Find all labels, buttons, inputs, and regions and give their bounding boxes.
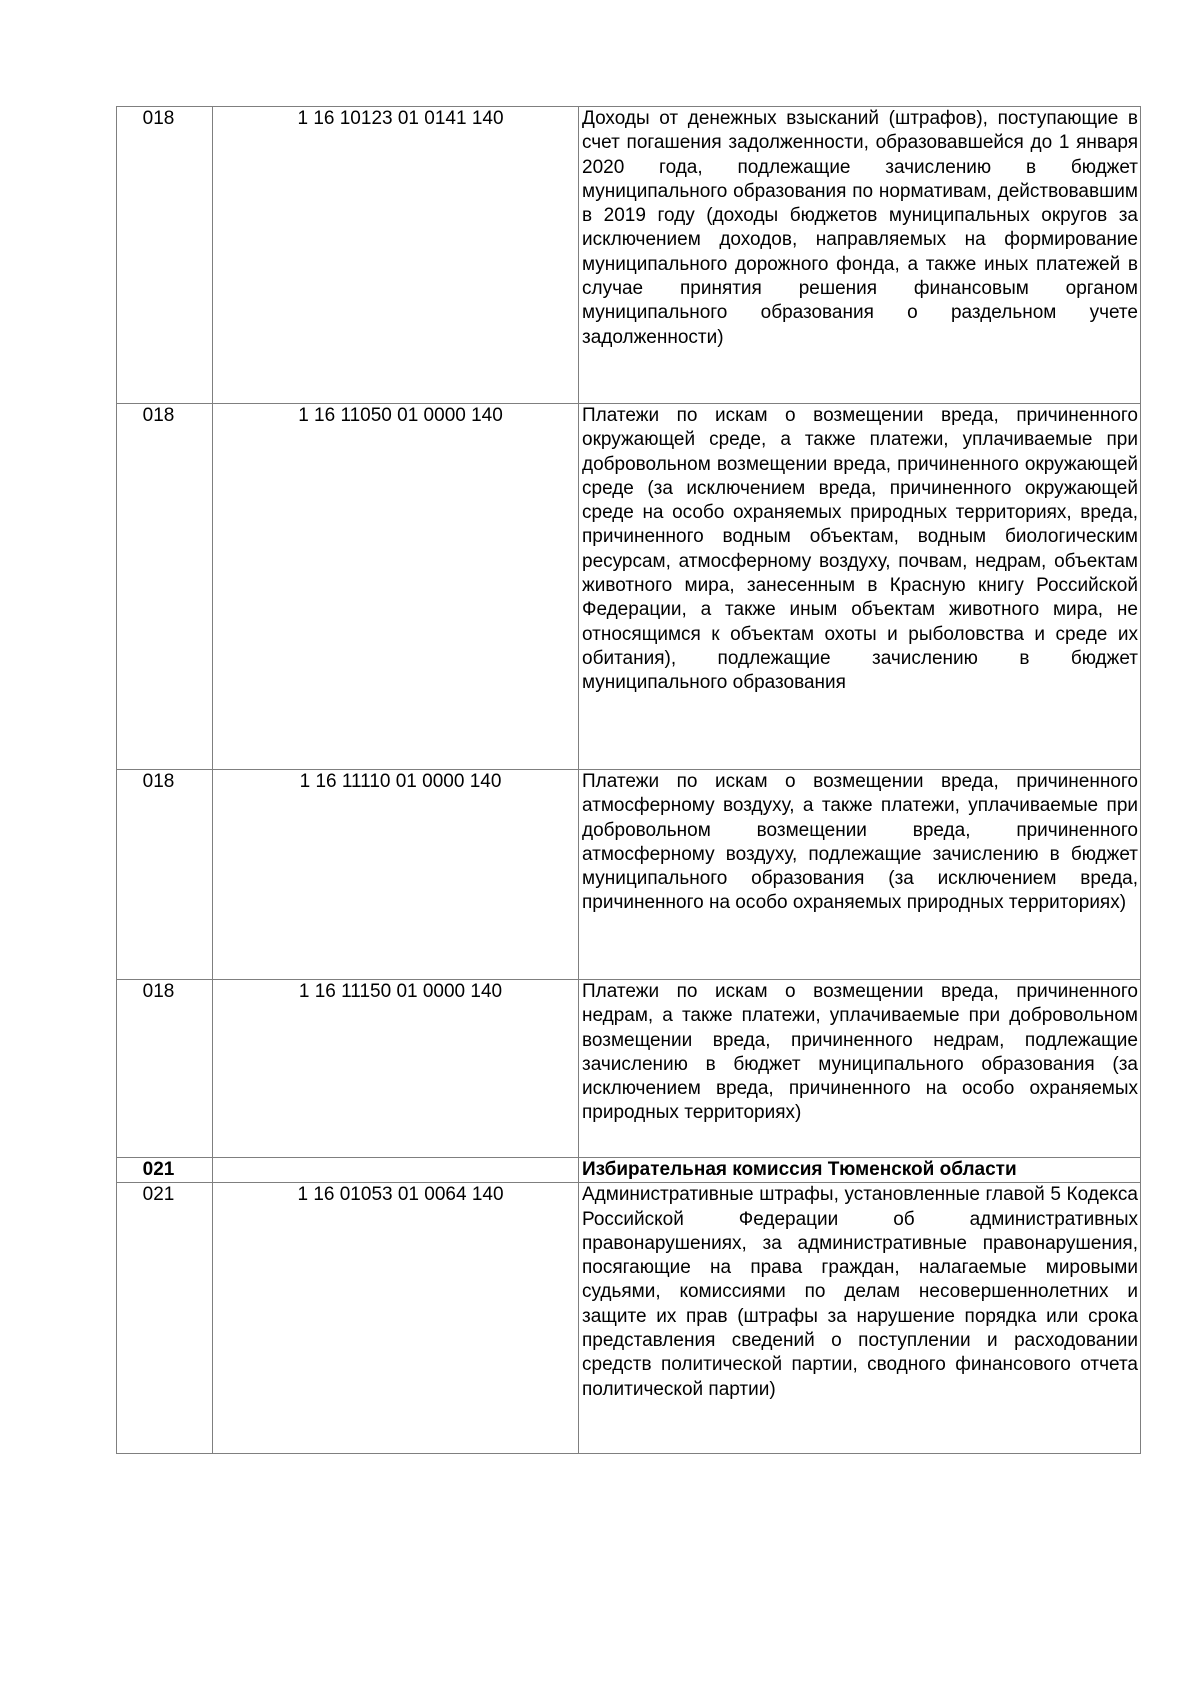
revenue-description-cell: Платежи по искам о возмещении вреда, причиненного окружающей среде, а также платежи, уплачиваемые при добровольном возмещении вреда, причиненного окружающей среде (за исключением вреда, причиненного окружающей среде на особо охраняемых природных территориях, вреда, причиненного водным объектам, водным биологическим ресурсам, атмосферному воздуху, почвам, недрам, объектам животного мира, занесенным в Красную книгу Российской Федерации, а также иным объектам животного мира, не относящимся к объектам охоты и рыболовства и среде их обитания), подлежащие зачислению в бюджет муниципального образования (579, 404, 1141, 770)
budget-classification-code-cell: 1 16 11110 01 0000 140 (213, 770, 579, 980)
table-row (117, 980, 1141, 1158)
admin-code-cell: 018 (117, 107, 213, 404)
table-row (117, 107, 1141, 404)
revenue-description-cell: Платежи по искам о возмещении вреда, причиненного недрам, а также платежи, уплачиваемые при добровольном возмещении вреда, причиненного недрам, подлежащие зачислению в бюджет муниципального образования (за исключением вреда, причиненного на особо охраняемых природных территориях) (579, 980, 1141, 1158)
table-row (117, 1183, 1141, 1454)
admin-code-cell: 018 (117, 404, 213, 770)
budget-classification-code-cell: 1 16 10123 01 0141 140 (213, 107, 579, 404)
budget-classification-code-cell: 1 16 11150 01 0000 140 (213, 980, 579, 1158)
revenue-description-cell: Доходы от денежных взысканий (штрафов), поступающие в счет погашения задолженности, образовавшейся до 1 января 2020 года, подлежащие зачислению в бюджет муниципального образования по нормативам, действовавшим в 2019 году (доходы бюджетов муниципальных округов за исключением доходов, направляемых на формирование муниципального дорожного фонда, а также иных платежей в случае принятия решения финансовым органом муниципального образования о раздельном учете задолженности) (579, 107, 1141, 404)
table-row (117, 770, 1141, 980)
administrator-name-cell: Избирательная комиссия Тюменской области (579, 1158, 1141, 1183)
budget-classification-code-cell: 1 16 11050 01 0000 140 (213, 404, 579, 770)
revenue-codes-table (116, 106, 1141, 1454)
budget-classification-code-cell (213, 1158, 579, 1183)
revenue-description-cell: Административные штрафы, установленные главой 5 Кодекса Российской Федерации об административных правонарушениях, за административные правонарушения, посягающие на права граждан, налагаемые мировыми судьями, комиссиями по делам несовершеннолетних и защите их прав (штрафы за нарушение порядка или срока представления сведений о поступлении и расходовании средств политической партии, сводного финансового отчета политической партии) (579, 1183, 1141, 1454)
administrator-header-row (117, 1158, 1141, 1183)
admin-code-cell: 021 (117, 1158, 213, 1183)
budget-classification-code-cell: 1 16 01053 01 0064 140 (213, 1183, 579, 1454)
admin-code-cell: 021 (117, 1183, 213, 1454)
table-row (117, 404, 1141, 770)
admin-code-cell: 018 (117, 770, 213, 980)
revenue-description-cell: Платежи по искам о возмещении вреда, причиненного атмосферному воздуху, а также платежи, уплачиваемые при добровольном возмещении вреда, причиненного атмосферному воздуху, подлежащие зачислению в бюджет муниципального образования (за исключением вреда, причиненного на особо охраняемых природных территориях) (579, 770, 1141, 980)
admin-code-cell: 018 (117, 980, 213, 1158)
